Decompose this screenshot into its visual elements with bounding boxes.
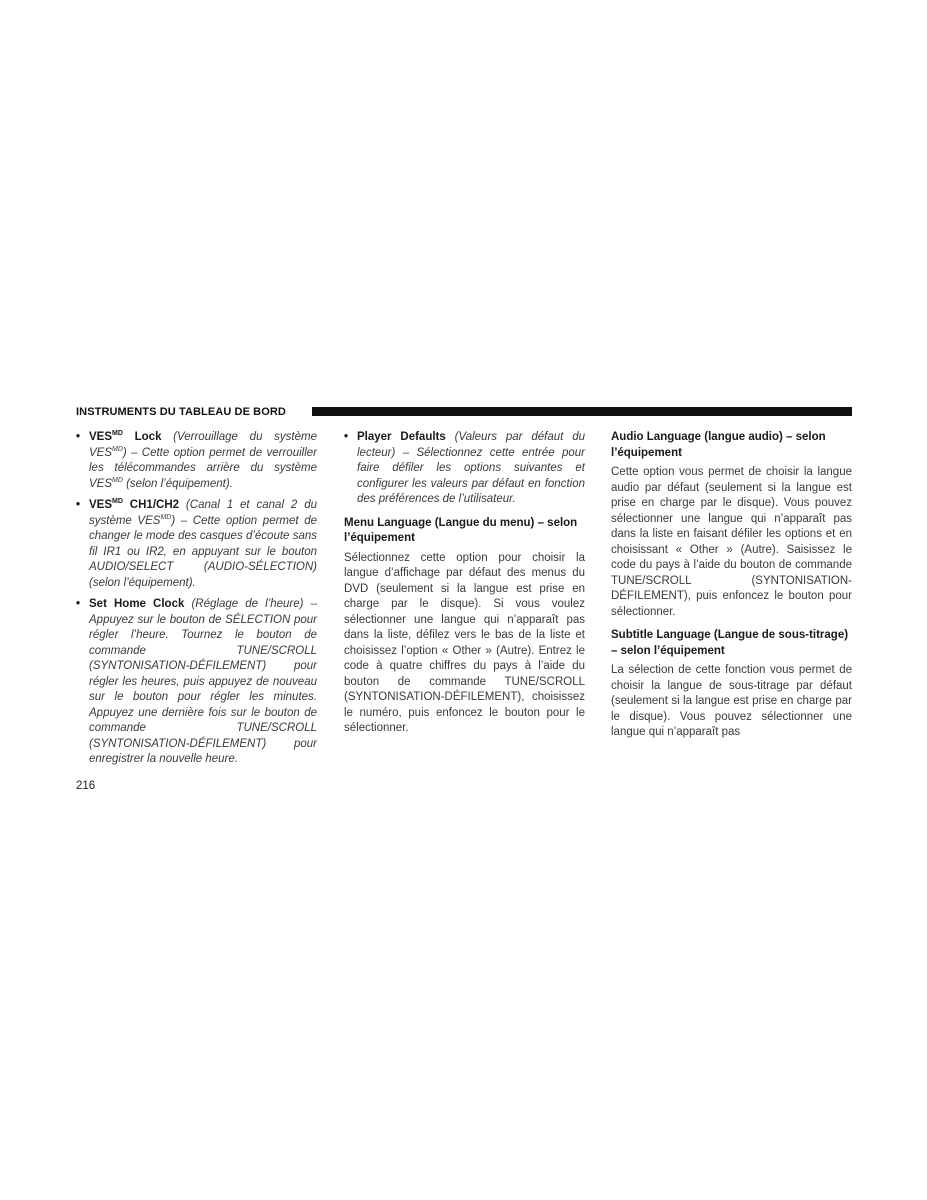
term: Player Defaults xyxy=(357,431,446,443)
bullet-icon: • xyxy=(76,431,81,443)
column-3 xyxy=(611,430,852,745)
header-rule xyxy=(312,407,852,416)
description: (Verrouillage du système $VES^{MD}$) – Cette option permet de verrouiller les télécommandes arrière du système $VES^{MD}$ (selon l’équipement). xyxy=(89,431,317,490)
paragraph-audio-language: Cette option vous permet de choisir la langue audio par défaut (seulement si la langue est prise en charge par le disque). Vous pouvez sélectionner une langue qui n’apparaît pas dans la liste en faisant défiler les options et en choisissant « Other » (Autre). Saisissez le code du pays à l’aide du bouton de commande TUNE/SCROLL (SYNTONISATION-DÉFILEMENT), puis enfoncez le bouton pour sélectionner. xyxy=(611,466,852,618)
term: Set Home Clock xyxy=(89,598,185,610)
bullet-icon: • xyxy=(76,598,81,610)
term: $VES^{MD}$ Lock xyxy=(89,430,162,443)
term: $VES^{MD}$ CH1/CH2 xyxy=(89,498,180,511)
list-item-player-defaults xyxy=(344,430,585,508)
page-number: 216 xyxy=(76,780,96,792)
paragraph-subtitle-language: La sélection de cette fonction vous permet de choisir la langue de sous-titrage par défaut (seulement si la langue est prise en charge par le disque). Vous pouvez sélectionner une langue qui n’apparaît pas xyxy=(611,664,852,738)
heading-menu-language: Menu Language (Langue du menu) – selon l’équipement xyxy=(344,516,578,544)
description: (Canal 1 et canal 2 du système $VES^{MD}$) – Cette option permet de changer le mode des casques d’écoute sans fil IR1 ou IR2, en appuyant sur le bouton AUDIO/SELECT (AUDIO-SÉLECTION) (selon l’équipement). xyxy=(89,499,318,589)
column-1 xyxy=(76,430,317,774)
heading-subtitle-language: Subtitle Language (Langue de sous-titrage) – selon l’équipement xyxy=(611,629,849,657)
column-2 xyxy=(344,430,585,741)
list-item-ves-lock xyxy=(76,430,317,492)
description: (Valeurs par défaut du lecteur) – Sélectionnez cette entrée pour faire défiler les options suivantes et configurer les valeurs par défaut en fonction des préférences de l’utilisateur. xyxy=(357,431,585,505)
description: (Réglage de l’heure) – Appuyez sur le bouton de SÉLECTION pour régler l’heure. Tournez le bouton de commande TUNE/SCROLL (SYNTONISATION-DÉFILEMENT) pour régler les heures, puis appuyez de nouveau sur le bouton pour régler les minutes. Appuyez une dernière fois sur le bouton de commande TUNE/SCROLL (SYNTONISATION-DÉFILEMENT) pour enregistrer la nouvelle heure. xyxy=(89,598,317,765)
list-item-set-home-clock xyxy=(76,597,317,768)
bullet-icon: • xyxy=(76,499,81,511)
section-title: INSTRUMENTS DU TABLEAU DE BORD xyxy=(76,406,286,418)
bullet-icon: • xyxy=(344,431,349,443)
heading-audio-language: Audio Language (langue audio) – selon l’équipement xyxy=(611,431,826,459)
page-header xyxy=(76,405,852,419)
paragraph-menu-language: Sélectionnez cette option pour choisir la langue d’affichage par défaut des menus du DVD (seulement si la langue est prise en charge par le disque). Si vous voulez sélectionner une langue qui n’apparaît pas dans la liste, défilez vers le bas de la liste et choisissez l’option « Other » (Autre). Entrez le code à quatre chiffres du pays à l’aide du bouton de commande TUNE/SCROLL (SYNTONISATION-DÉFILEMENT), choisissez le numéro, puis enfoncez le bouton pour le sélectionner. xyxy=(344,551,585,734)
list-item-ves-channels xyxy=(76,498,317,591)
